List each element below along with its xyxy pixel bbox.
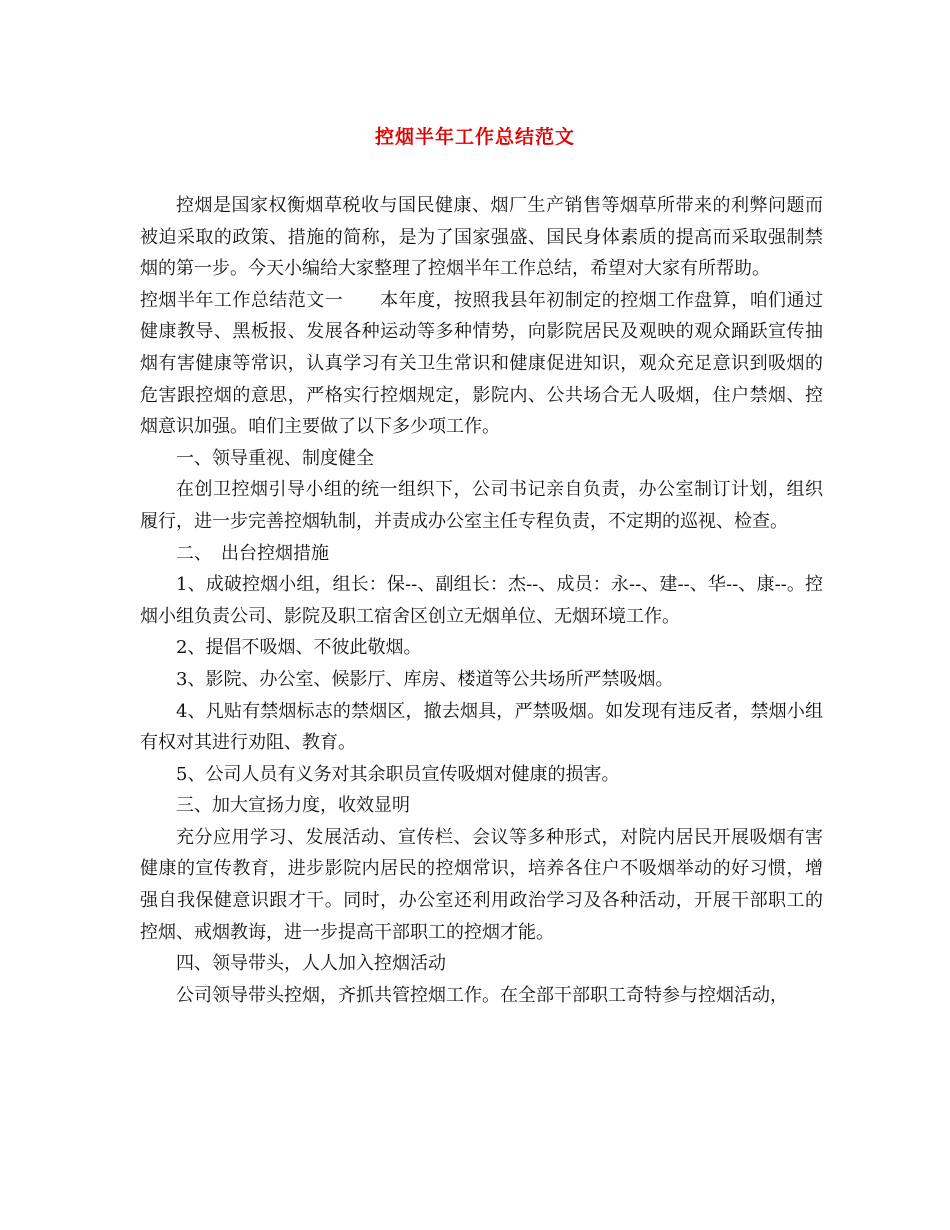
section-heading-2: 二、 出台控烟措施 <box>176 542 329 564</box>
section-1-paragraph: 在创卫控烟引导小组的统一组织下，公司书记亲自负责，办公室制订计划，组织履行，进一步完善控烟轨制，并责成办公室主任专程负责，不定期的巡视、检查。 <box>140 479 823 532</box>
measure-item-2: 2、提倡不吸烟、不彼此敬烟。 <box>176 637 422 659</box>
measure-item-4: 4、凡贴有禁烟标志的禁烟区，撤去烟具，严禁吸烟。如发现有违反者，禁烟小组有权对其进行劝阻、教育。 <box>140 700 823 754</box>
document-title: 控烟半年工作总结范文 <box>374 126 575 148</box>
measure-item-1: 1、成破控烟小组，组长：保--、副组长：杰--、成员：永--、建--、华--、康--。控烟小组负责公司、影院及职工宿舍区创立无烟单位、无烟环境工作。 <box>140 574 823 627</box>
section-heading-3: 三、加大宣扬力度，收效显明 <box>176 795 410 817</box>
document-body <box>140 190 823 1011</box>
section-3-paragraph: 充分应用学习、发展活动、宣传栏、会议等多种形式，对院内居民开展吸烟有害健康的宣传教育，进步影院内居民的控烟常识，培养各住户不吸烟举动的好习惯，增强自我保健意识跟才干。同时，办公室还利用政治学习及各种活动，开展干部职工的控烟、戒烟教诲，进一步提高干部职工的控烟才能。 <box>140 826 823 943</box>
intro-paragraph: 控烟是国家权衡烟草税收与国民健康、烟厂生产销售等烟草所带来的利弊问题而被迫采取的政策、措施的简称，是为了国家强盛、国民身体素质的提高而采取强制禁烟的第一步。今天小编给大家整理了控烟半年工作总结，希望对大家有所帮助。 <box>140 195 823 280</box>
section-heading-1: 一、领导重视、制度健全 <box>176 447 374 469</box>
measure-item-3: 3、影院、办公室、候影厅、库房、楼道等公共场所严禁吸烟。 <box>176 668 674 690</box>
summary-paragraph: 控烟半年工作总结范文一 本年度，按照我县年初制定的控烟工作盘算，咱们通过健康教导、黑板报、发展各种运动等多种情势，向影院居民及观映的观众踊跃宣传抽烟有害健康等常识，认真学习有关卫生常识和健康促进知识，观众充足意识到吸烟的危害跟控烟的意思，严格实行控烟规定，影院内、公共场合无人吸烟，住户禁烟、控烟意识加强。咱们主要做了以下多少项工作。 <box>140 289 823 438</box>
section-4-paragraph: 公司领导带头控烟，齐抓共管控烟工作。在全部干部职工奇特参与控烟活动， <box>176 984 788 1006</box>
measure-item-5: 5、公司人员有义务对其余职员宣传吸烟对健康的损害。 <box>176 763 620 785</box>
section-heading-4: 四、领导带头，人人加入控烟活动 <box>176 953 446 975</box>
